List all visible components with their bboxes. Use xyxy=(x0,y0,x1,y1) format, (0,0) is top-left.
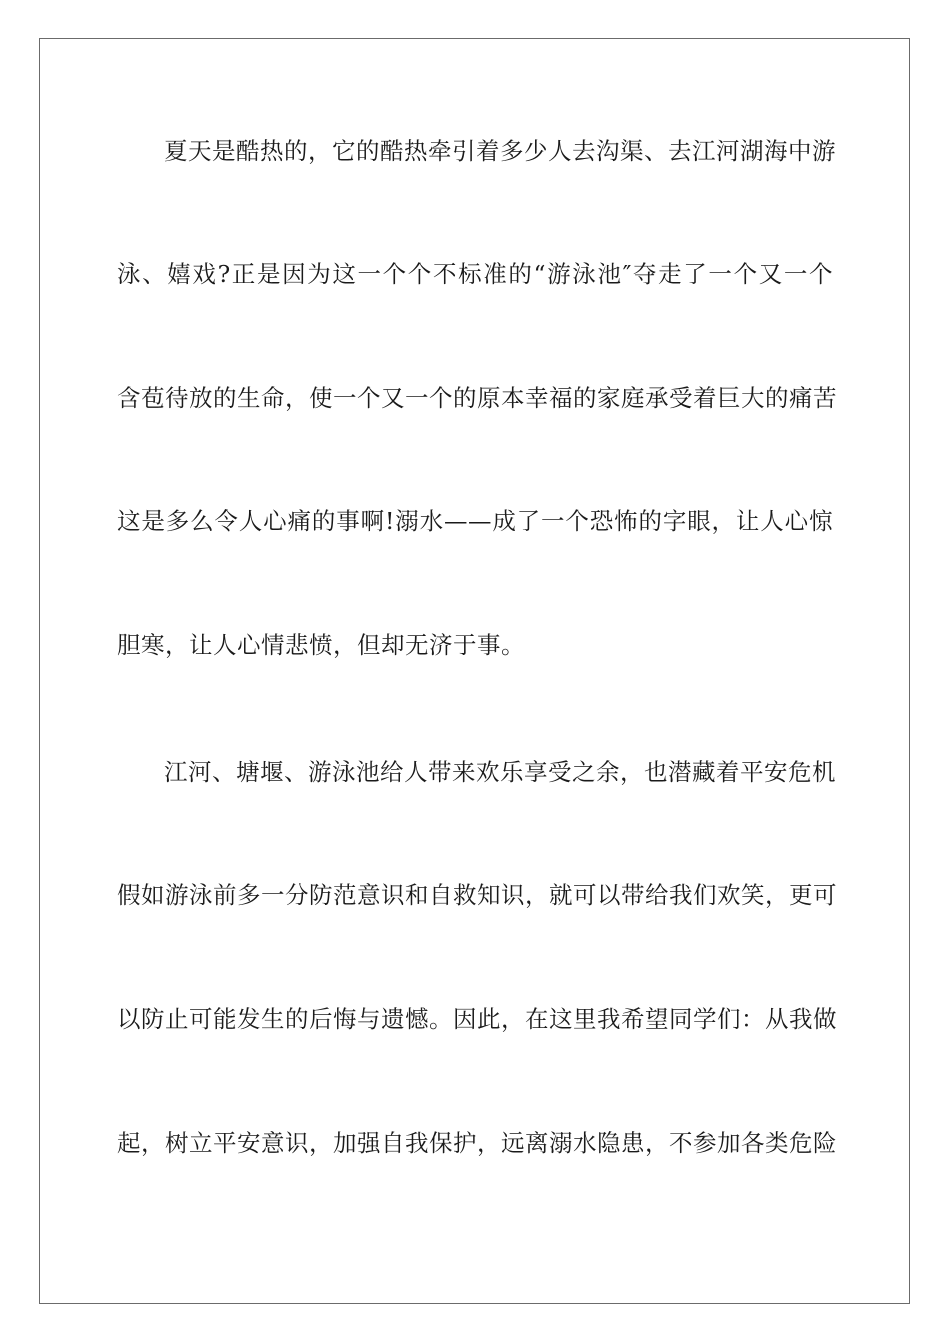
text-line: 这是多么令人心痛的事啊!溺水——成了一个恐怖的字眼，让人心惊 xyxy=(117,507,833,535)
page-border xyxy=(39,38,910,1304)
text-line: 假如游泳前多一分防范意识和自救知识，就可以带给我们欢笑，更可 xyxy=(117,881,837,909)
text-line: 胆寒，让人心情悲愤，但却无济于事。 xyxy=(117,631,525,659)
text-line: 以防止可能发生的后悔与遗憾。因此，在这里我希望同学们：从我做 xyxy=(117,1005,837,1033)
text-line: 江河、塘堰、游泳池给人带来欢乐享受之余，也潜藏着平安危机 xyxy=(164,758,836,786)
text-line: 泳、嬉戏?正是因为这一个个不标准的“游泳池″夺走了一个又一个 xyxy=(117,260,833,288)
text-line: 夏天是酷热的，它的酷热牵引着多少人去沟渠、去江河湖海中游 xyxy=(164,137,836,165)
text-line: 起，树立平安意识，加强自我保护，远离溺水隐患，不参加各类危险 xyxy=(117,1129,837,1157)
text-line: 含苞待放的生命，使一个又一个的原本幸福的家庭承受着巨大的痛苦 xyxy=(117,384,837,412)
